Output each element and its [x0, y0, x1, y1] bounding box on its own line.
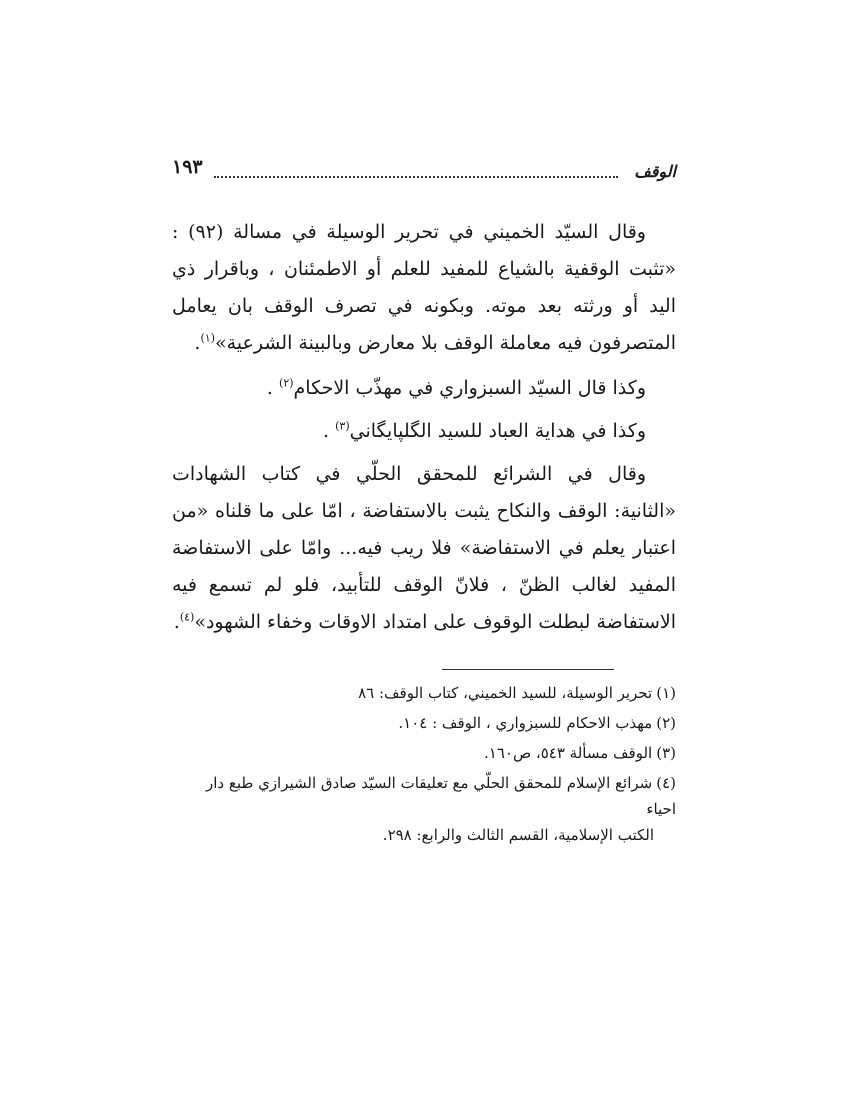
header-dotted-leader [214, 176, 618, 178]
paragraph-text: وقال السيّد الخميني في تحرير الوسيلة في مسالة (٩٢) : «تثبت الوقفية بالشياع للمفيد للعلم أو الاطمئنان ، وباقرار ذي اليد أو ورثته بعد موته. وبكونه في تصرف الوقف بان يعامل المتصرفون فيه معاملة الوقف بلا معارض وبالبينة الشرعية» [172, 221, 676, 354]
footnote-text: الوقف مسألة ٥٤٣، ص١٦٠. [484, 744, 653, 762]
paragraph-text: وكذا في هداية العباد للسيد الگلپايگاني [349, 420, 646, 442]
footnote-number: (١) [656, 684, 676, 702]
footnote-2 [172, 710, 676, 736]
paragraph-4 [172, 456, 676, 641]
paragraph-2 [172, 370, 676, 407]
paragraph-text: وكذا قال السيّد السبزواري في مهذّب الاحكام [293, 377, 646, 399]
paragraph-tail: . [194, 332, 201, 354]
main-text [172, 214, 676, 649]
footnote-text-continued: الكتب الإسلامية، القسم الثالث والرابع: ٢٩٨. [382, 826, 654, 844]
paragraph-text: وقال في الشرائع للمحقق الحلّي في كتاب الشهادات «الثانية: الوقف والنكاح يثبت بالاستفاضة ، امّا على ما قلناه «من اعتبار يعلم في الاستفاضة» فلا ريب فيه... وامّا على الاستفاضة المفيد لغالب الظنّ ، فلانّ الوقف للتأبيد، فلو لم تسمع فيه الاستفاضة لبطلت الوقوف على امتداد الاوقات وخفاء الشهود» [172, 463, 676, 633]
page-number: ١٩٣ [172, 156, 203, 178]
paragraph-tail: . [323, 420, 336, 442]
footnote-1 [172, 680, 676, 706]
paragraph-tail: . [266, 377, 280, 399]
footnote-text: تحرير الوسيلة، للسيد الخميني، كتاب الوقف: ٨٦ [358, 684, 653, 702]
footnote-number: (٣) [656, 744, 676, 762]
footnote-number: (٢) [656, 714, 676, 732]
chapter-title: الوقف [634, 162, 676, 181]
footnote-ref-1[interactable]: (١) [200, 331, 215, 345]
footnote-ref-2[interactable]: (٢) [279, 376, 294, 390]
footnote-ref-3[interactable]: (٣) [335, 419, 350, 433]
running-header [172, 156, 676, 186]
footnote-text: مهذب الاحكام للسبزواري ، الوقف : ١٠٤. [398, 714, 653, 732]
footnote-3 [172, 740, 676, 766]
footnote-4 [172, 770, 676, 848]
paragraph-1 [172, 214, 676, 362]
footnote-ref-4[interactable]: (٤) [179, 610, 195, 624]
footnote-separator [442, 669, 614, 670]
paragraph-tail: . [173, 611, 180, 633]
footnote-number: (٤) [656, 774, 676, 792]
footnotes [172, 680, 676, 852]
footnote-text: شرائع الإسلام للمحقق الحلّي مع تعليقات السيّد صادق الشيرازي طبع دار احياء [206, 774, 676, 818]
paragraph-3 [172, 413, 676, 450]
